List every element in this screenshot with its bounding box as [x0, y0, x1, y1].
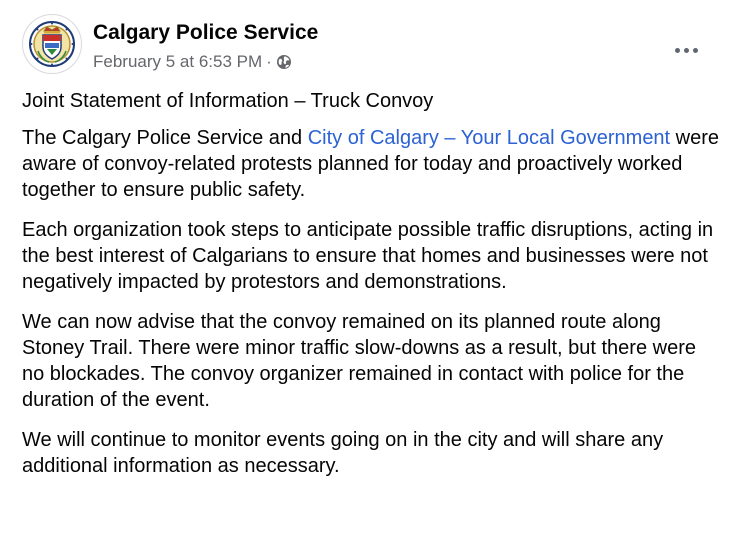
timestamp-row [93, 51, 318, 73]
police-crest-icon [27, 19, 77, 69]
globe-icon[interactable] [276, 54, 292, 70]
post-title: Joint Statement of Information – Truck Convoy [22, 90, 434, 112]
separator-dot: · [266, 52, 272, 71]
more-options-button[interactable] [668, 38, 704, 62]
post-meta [93, 14, 318, 73]
city-of-calgary-link[interactable]: City of Calgary – Your Local Government [307, 127, 671, 149]
paragraph-3: We can now advise that the convoy remained on its planned route along Stoney Trail. There were minor traffic slow-downs as a result, but there were no blockades. The convoy organizer remained in contact with police for the duration of the event. [22, 311, 696, 411]
paragraph-1-start: The Calgary Police Service and [22, 127, 308, 149]
paragraph-4: We will continue to monitor events going on in the city and will share any additional information as necessary. [22, 429, 664, 477]
page-avatar[interactable] [22, 14, 82, 74]
page-name-link[interactable]: Calgary Police Service [93, 21, 319, 44]
paragraph-2: Each organization took steps to anticipate possible traffic disruptions, acting in the best interest of Calgarians to ensure that homes and businesses were not negatively impacted by protestors and demonstrations. [22, 219, 714, 293]
paragraph-1 [22, 125, 722, 203]
more-horizontal-icon-dot-2 [684, 48, 689, 53]
paragraph-1-end: were aware of convoy-related protests planned for today and proactively worked together to ensure public safety. [22, 127, 720, 201]
more-horizontal-icon-dot-1 [675, 48, 680, 53]
more-horizontal-icon-dot-3 [693, 48, 698, 53]
post-header [22, 14, 720, 80]
post-timestamp[interactable]: February 5 at 6:53 PM [93, 52, 263, 71]
post-body [22, 88, 722, 493]
